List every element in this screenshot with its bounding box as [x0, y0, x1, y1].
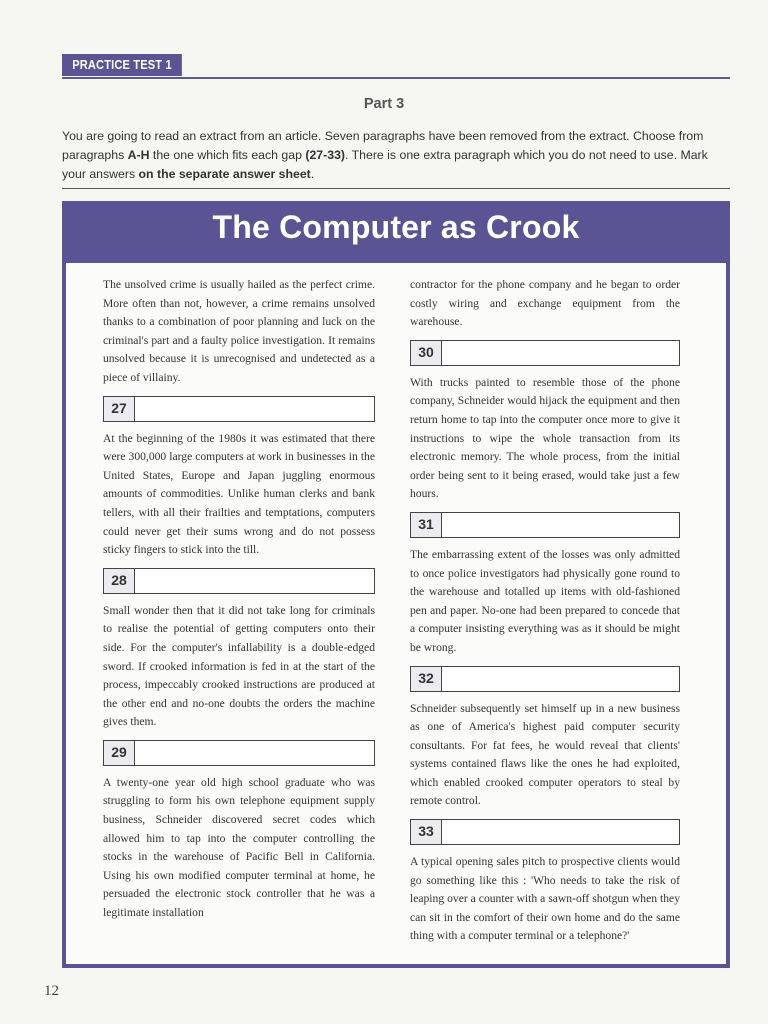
header-bar — [62, 53, 730, 79]
paragraph: A typical opening sales pitch to prospective clients would go something like this : 'Who needs to take the risk of leaping over a counter with a sawn-off shotgun when they can sit in the comfort of their own home and do the same thing with a computer terminal or a telephone?' — [410, 855, 680, 943]
paragraph: With trucks painted to resemble those of the phone company, Schneider would hijack the equipment and then return home to tap into the computer once more to give it instructions to wipe the whole transaction from its electronic memory. The whole process, from the initial order being sent to it being erased, would take just a few hours. — [410, 375, 680, 501]
practice-test-tag: PRACTICE TEST 1 — [62, 54, 182, 76]
left-column — [103, 276, 375, 923]
gap-32-answer-box[interactable] — [410, 666, 680, 692]
paragraph: A twenty-one year old high school graduate who was struggling to form his own telephone equipment supply business, Schneider discovered secret codes which allowed him to tap into the computer controlling the stocks in the warehouse of Pacific Bell in California. Using his own modified computer terminal at home, he persuaded the electronic stock controller that he was a legitimate installation — [103, 775, 375, 920]
part-title: Part 3 — [363, 96, 405, 112]
article-body — [66, 263, 726, 964]
gap-29-answer-box[interactable] — [103, 740, 375, 766]
gap-33-answer-box[interactable] — [410, 819, 680, 845]
gap-number: 32 — [411, 667, 442, 691]
gap-27-answer-box[interactable] — [103, 396, 375, 422]
paragraph: Schneider subsequently set himself up in a new business as one of America's highest paid computer security consultants. For fat fees, he would reveal that clients' systems contained flaws like the ones he had exploited, which enabled crooked computer operators to steal by remote control. — [410, 701, 680, 808]
paragraph: At the beginning of the 1980s it was estimated that there were 300,000 large computers at work in businesses in the United States, Europe and Japan juggling enormous amounts of commodities. Unlike human clerks and bank tellers, with all their frailties and temptations, computers could never get their sums wrong and do not possess sticky fingers to stick into the till. — [103, 431, 375, 557]
instructions: You are going to read an extract from an article. Seven paragraphs have been removed from the extract. Choose from paragraphs A-H the one which fits each gap (27-33). There is one extra paragraph which you do not need to use. Mark your answers on the separate answer sheet. — [62, 129, 708, 181]
paragraph: The embarrassing extent of the losses was only admitted to once police investigators had physically gone round to the warehouse and totalled up items with old-fashioned pen and paper. No-one had been prepared to concede that a computer insisting everything was as it should be might be wrong. — [410, 547, 680, 654]
article-title: The Computer as Crook — [212, 209, 580, 245]
right-column — [410, 276, 680, 946]
gap-30-answer-box[interactable] — [410, 340, 680, 366]
gap-31-answer-box[interactable] — [410, 512, 680, 538]
gap-28-answer-box[interactable] — [103, 568, 375, 594]
gap-number: 31 — [411, 513, 442, 537]
divider — [62, 188, 730, 189]
paragraph: Small wonder then that it did not take long for criminals to realise the potential of getting computers onto their side. For the computer's infallability is a double-edged sword. If crooked information is fed in at the start of the process, impeccably crooked instructions are produced at the other end and no-one doubts the orders the machine gives them. — [103, 603, 375, 729]
article-frame — [62, 201, 730, 968]
gap-number: 28 — [104, 569, 135, 593]
paragraph: The unsolved crime is usually hailed as the perfect crime. More often than not, however, a crime remains unsolved thanks to a combination of poor planning and luck on the criminal's part and a faulty police investigation. It remains unsolved because it is unrecognised and undetected as a piece of villainy. — [103, 278, 375, 384]
gap-number: 29 — [104, 741, 135, 765]
gap-number: 30 — [411, 341, 442, 365]
paragraph: contractor for the phone company and he began to order costly wiring and exchange equipment from the warehouse. — [410, 278, 680, 329]
gap-number: 27 — [104, 397, 135, 421]
page-number: 12 — [44, 983, 59, 999]
gap-number: 33 — [411, 820, 442, 844]
